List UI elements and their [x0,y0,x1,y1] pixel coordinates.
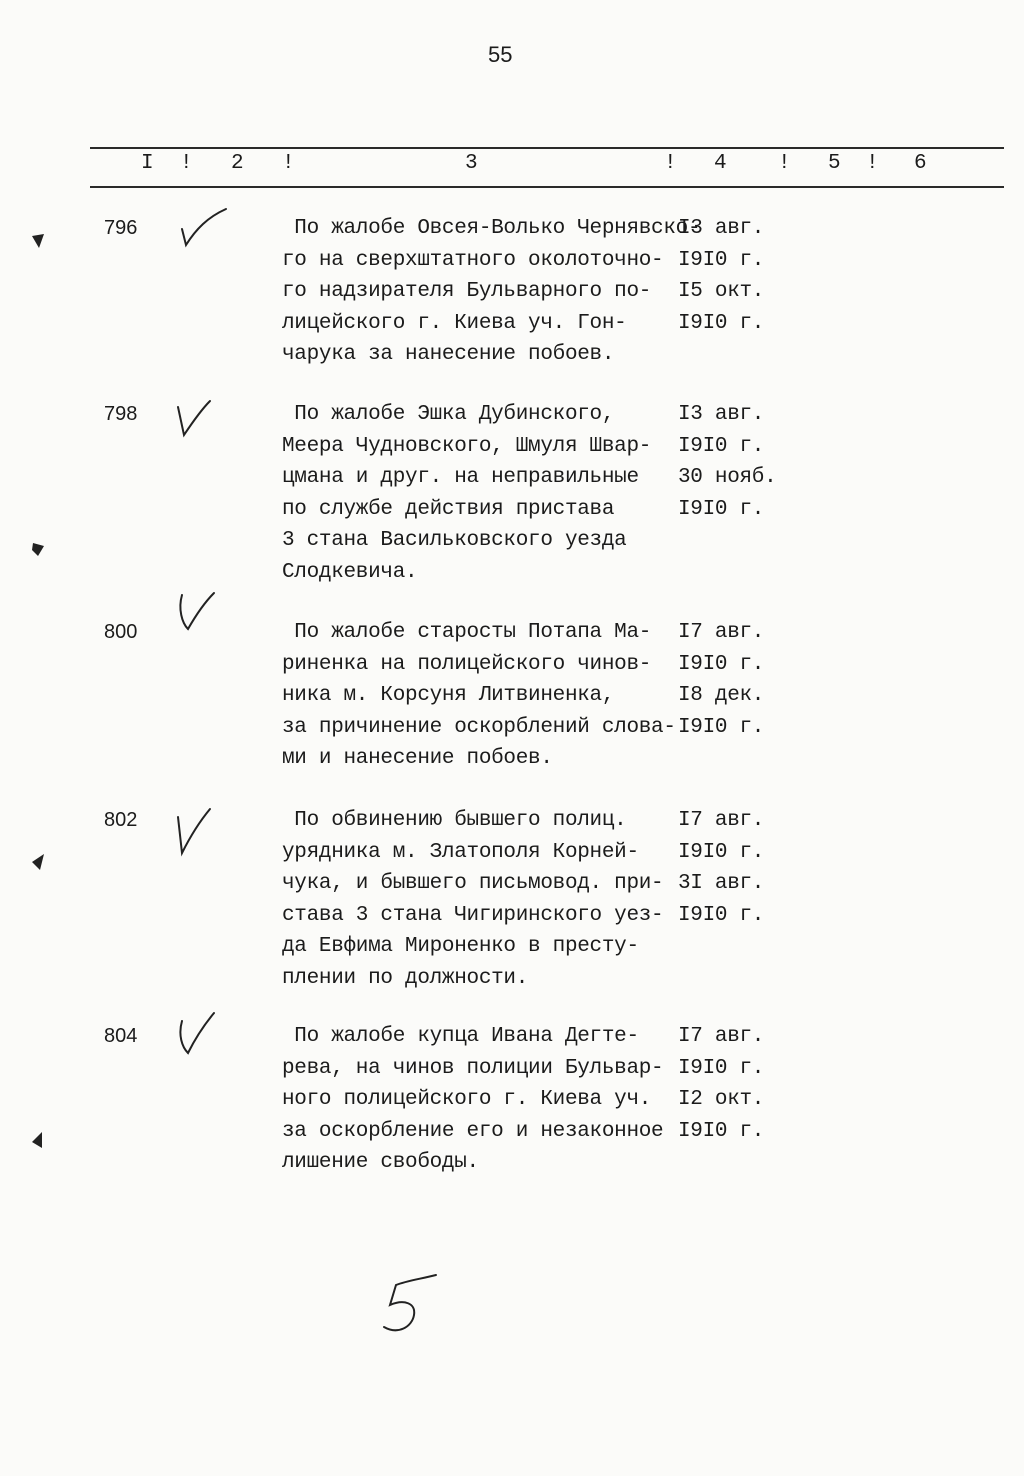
header-top-rule [90,147,1004,149]
entry-line [282,680,765,711]
col-2: 2 [231,152,244,175]
entry-line [282,462,777,493]
binding-mark [30,540,46,558]
entry-description: по службе действия пристава [282,497,615,521]
entry-line [282,1116,765,1147]
entry-description: риненка на полицейского чинов- [282,652,652,676]
entry-description: Слодкевича. [282,560,418,584]
entry-description: ми и нанесение побоев. [282,747,553,770]
entry-description: го надзирателя Бульварного по- [282,280,652,303]
entry-description: Меера Чудновского, Шмуля Швар- [282,434,652,458]
handwritten-checkmark-icon [168,207,238,267]
entry-line [282,431,765,462]
entry-line [282,900,765,931]
col-sep: ! [180,152,193,175]
entry-line [282,712,765,743]
entry-description: за оскорбление его и незаконное [282,1119,664,1143]
entry-number: 802 [104,809,138,831]
handwritten-checkmark-icon [168,1007,238,1067]
col-sep: ! [282,152,295,175]
entry-description: По жалобе Эшка Дубинского, [282,403,615,426]
entry-description: урядника м. Златополя Корней- [282,840,639,864]
entry-line [282,276,765,307]
entry-date: 3I авг. [678,872,765,895]
entry-description: По жалобе купца Ивана Дегте- [282,1025,639,1048]
entry-description: лишение свободы. [282,1151,479,1174]
col-6: 6 [914,152,927,175]
entry-line [282,1147,479,1178]
entry-date: 30 нояб. [678,466,777,489]
col-sep: ! [778,152,791,175]
entry-line [282,339,614,370]
entry-line [282,1021,765,1052]
entry-number: 804 [104,1025,138,1047]
entry-line [282,525,626,556]
handwritten-checkmark-icon [168,395,238,455]
entry-date: I9I0 г. [678,840,765,864]
entry-line [282,837,765,868]
entry-line [282,963,528,994]
col-5: 5 [828,152,841,175]
entry-date: I9I0 г. [678,248,765,272]
entry-line [282,213,765,244]
entry-description: за причинение оскорблений слова- [282,715,676,739]
entry-description: става 3 стана Чигиринского уез- [282,903,664,927]
entry-date: I3 авг. [678,217,765,240]
handwritten-checkmark-icon [168,589,238,649]
entry-date: I9I0 г. [678,1119,765,1143]
col-3: 3 [465,152,478,175]
binding-mark [30,852,46,872]
col-sep: ! [866,152,879,175]
entry-date: I7 авг. [678,621,765,644]
entry-line [282,868,765,899]
entry-date: I9I0 г. [678,715,765,739]
entry-description: По обвинению бывшего полиц. [282,809,627,832]
entry-description: По жалобе Овсея-Волько Чернявско- [282,217,701,240]
binding-mark [30,232,46,250]
entry-line [282,494,765,525]
entry-line [282,557,417,588]
entry-description: 3 стана Васильковского уезда [282,529,627,552]
col-sep: ! [664,152,677,175]
col-1: I [141,152,154,175]
entry-description: По жалобе старосты Потапа Ма- [282,621,652,644]
header-bottom-rule [90,186,1004,188]
entry-date: I2 окт. [678,1088,765,1111]
entry-description: ного полицейского г. Киева уч. [282,1088,652,1111]
entry-line [282,617,765,648]
entry-date: I9I0 г. [678,497,765,521]
entry-date: I9I0 г. [678,1056,765,1080]
entry-line [282,245,765,276]
entry-date: I8 дек. [678,684,765,707]
entry-line [282,1084,765,1115]
entry-line [282,1053,765,1084]
entry-date: I7 авг. [678,1025,765,1048]
entry-number: 796 [104,217,138,239]
col-4: 4 [714,152,727,175]
entry-line [282,805,765,836]
entry-description: да Евфима Мироненко в престу- [282,935,639,958]
entry-date: I9I0 г. [678,434,765,458]
entry-description: плении по должности. [282,966,529,990]
entry-date: I9I0 г. [678,903,765,927]
binding-mark [30,1130,46,1150]
entry-number: 798 [104,403,138,425]
entry-line [282,743,553,774]
entry-description: цмана и друг. на неправильные [282,466,639,489]
entry-line [282,308,765,339]
entry-date: I9I0 г. [678,652,765,676]
entry-description: чарука за нанесение побоев. [282,343,615,366]
entry-number: 800 [104,621,138,643]
entry-date: I7 авг. [678,809,765,832]
entry-line [282,649,765,680]
entry-description: лицейского г. Киева уч. Гон- [282,311,627,335]
entry-date: I9I0 г. [678,311,765,335]
handwritten-checkmark-icon [168,805,238,865]
entry-date: I5 окт. [678,280,765,303]
entry-description: чука, и бывшего письмовод. при- [282,872,664,895]
entry-line [282,399,765,430]
entry-line [282,931,639,962]
entry-description: го на сверхштатного околоточно- [282,248,664,272]
entry-description: ника м. Корсуня Литвиненка, [282,684,615,707]
page-number: 55 [488,42,513,67]
handwritten-sheet-count [370,1265,450,1345]
entry-date: I3 авг. [678,403,765,426]
entry-description: рева, на чинов полиции Бульвар- [282,1056,664,1080]
